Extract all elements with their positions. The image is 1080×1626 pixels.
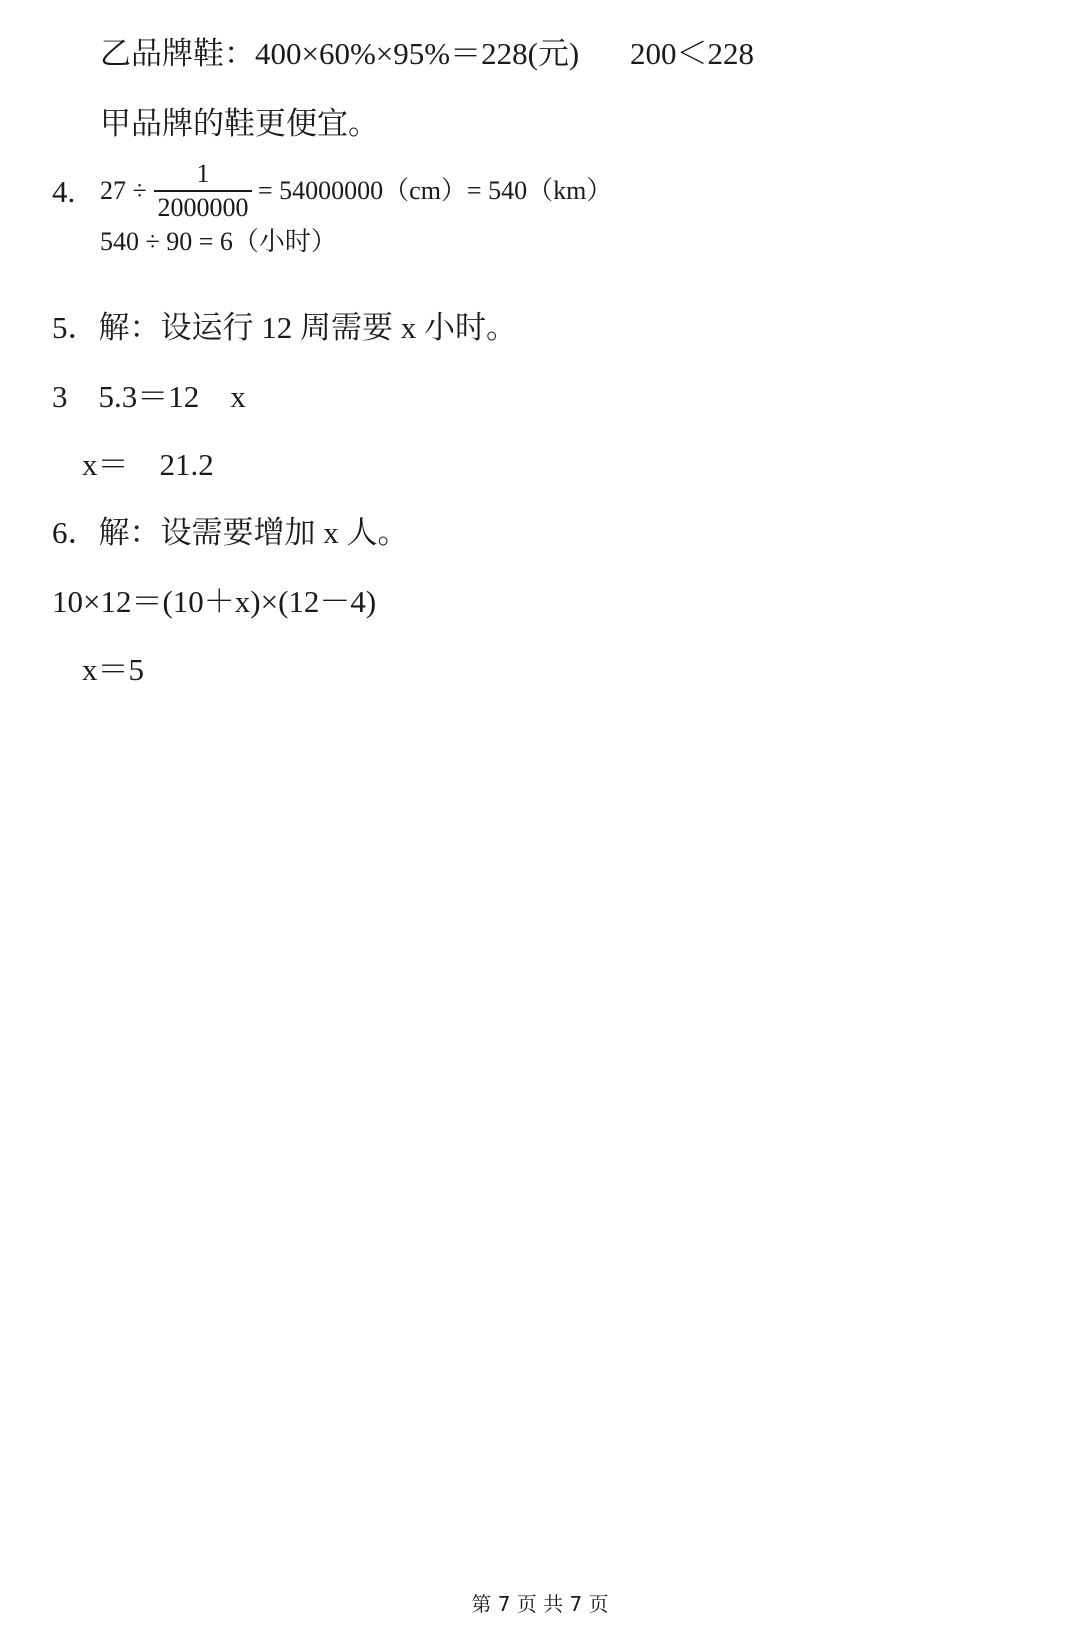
question-6-intro: 6．解：设需要增加 x 人。 xyxy=(52,515,409,550)
q4-right-expression: = 54000000（cm）= 540（km） xyxy=(258,176,613,205)
q5-equation-2: x＝ 21.2 xyxy=(82,447,214,482)
q4-fraction-numerator: 1 xyxy=(196,159,210,188)
q4-left-expression: 27 ÷ xyxy=(100,176,147,205)
question-4-number: 4. xyxy=(52,174,76,209)
q6-equation-1: 10×12＝(10＋x)×(12－4) xyxy=(52,584,377,619)
line-brand-b-shoes: 乙品牌鞋：400×60%×95%＝228(元) xyxy=(100,36,580,71)
q6-equation-2: x＝5 xyxy=(82,652,144,687)
q4-fraction xyxy=(154,160,252,222)
q4-fraction-bar xyxy=(154,190,252,192)
line-conclusion: 甲品牌的鞋更便宜。 xyxy=(100,106,379,141)
q4-second-line: 540 ÷ 90 = 6（小时） xyxy=(100,227,337,256)
q4-fraction-denominator: 2000000 xyxy=(157,193,249,222)
page-number-footer: 第 7 页 共 7 页 xyxy=(471,1592,609,1616)
question-5-intro: 5．解：设运行 12 周需要 x 小时。 xyxy=(52,310,517,345)
q5-equation-1: 3 5.3＝12 x xyxy=(52,379,246,414)
line-compare: 200＜228 xyxy=(630,36,754,71)
